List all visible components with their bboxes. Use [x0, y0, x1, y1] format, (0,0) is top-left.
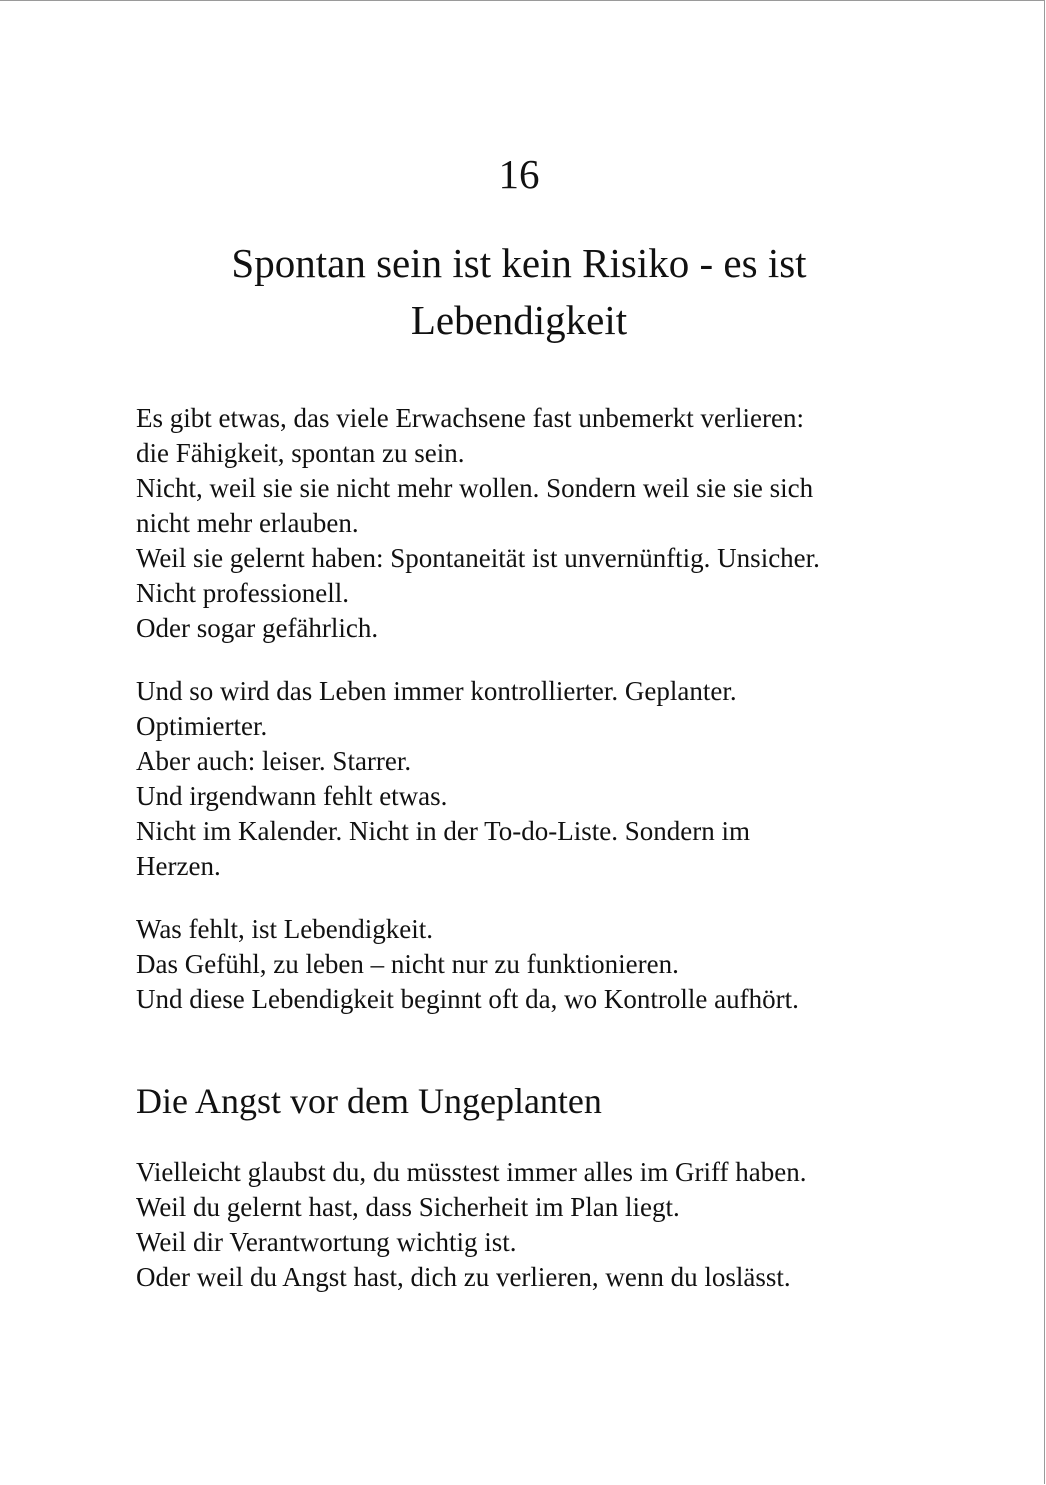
text-line: Das Gefühl, zu leben – nicht nur zu funktionieren. [136, 949, 679, 979]
text-line: Nicht im Kalender. Nicht in der To-do-Liste. Sondern im [136, 816, 750, 846]
section-heading: Die Angst vor dem Ungeplanten [136, 1081, 602, 1121]
paragraph-1 [136, 401, 916, 646]
section-paragraph [136, 1155, 916, 1295]
paragraph-3 [136, 912, 916, 1017]
text-line: Nicht, weil sie sie nicht mehr wollen. Sondern weil sie sie sich [136, 473, 814, 503]
text-line: Oder weil du Angst hast, dich zu verlieren, wenn du loslässt. [136, 1262, 791, 1292]
text-line: Herzen. [136, 851, 221, 881]
chapter-title [150, 235, 888, 349]
text-line: Und irgendwann fehlt etwas. [136, 781, 448, 811]
text-line: Vielleicht glaubst du, du müsstest immer alles im Griff haben. [136, 1157, 807, 1187]
text-line: Und so wird das Leben immer kontrollierter. Geplanter. [136, 676, 737, 706]
text-line: Weil sie gelernt haben: Spontaneität ist unvernünftig. Unsicher. [136, 543, 820, 573]
text-line: Aber auch: leiser. Starrer. [136, 746, 412, 776]
text-line: Nicht professionell. [136, 578, 349, 608]
text-line: Was fehlt, ist Lebendigkeit. [136, 914, 433, 944]
chapter-title-line: Spontan sein ist kein Risiko - es ist [231, 240, 807, 286]
text-line: Weil du gelernt hast, dass Sicherheit im Plan liegt. [136, 1192, 680, 1222]
text-line: nicht mehr erlauben. [136, 508, 359, 538]
text-line: Es gibt etwas, das viele Erwachsene fast unbemerkt verlieren: [136, 403, 804, 433]
chapter-body [136, 401, 916, 1323]
paragraph-2 [136, 674, 916, 884]
text-line: Und diese Lebendigkeit beginnt oft da, wo Kontrolle aufhört. [136, 984, 799, 1014]
chapter-number: 16 [498, 151, 540, 197]
text-line: Weil dir Verantwortung wichtig ist. [136, 1227, 517, 1257]
text-line: Optimierter. [136, 711, 268, 741]
text-line: Oder sogar gefährlich. [136, 613, 379, 643]
chapter-title-line: Lebendigkeit [410, 297, 628, 343]
text-line: die Fähigkeit, spontan zu sein. [136, 438, 465, 468]
